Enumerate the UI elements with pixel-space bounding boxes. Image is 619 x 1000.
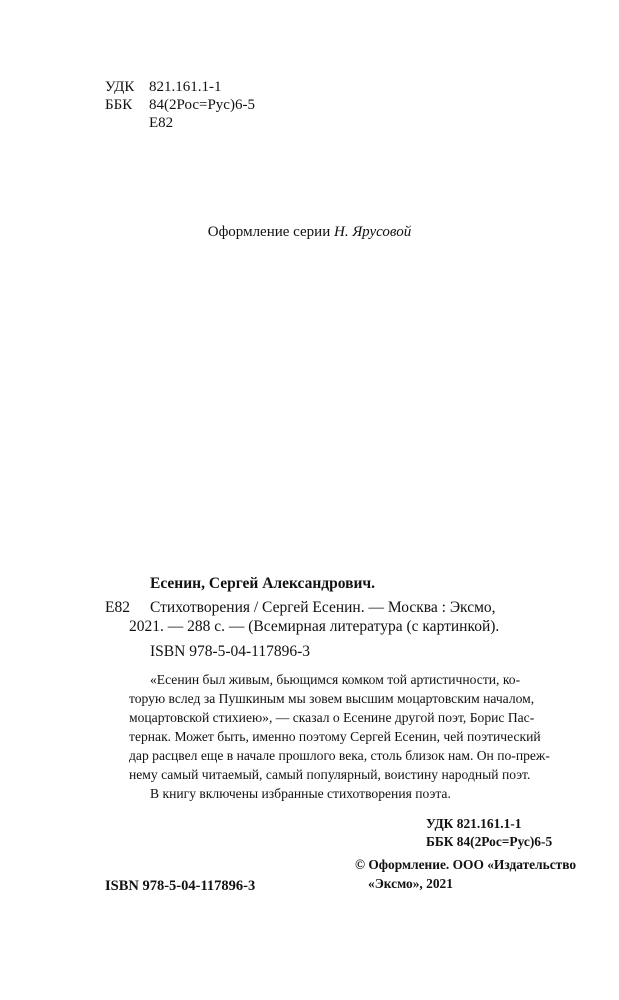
bottom-udk: УДК 821.161.1-1 [426,816,522,831]
abstract-line: нему самый читаемый, самый популярный, воистину народный поэт. [129,767,531,782]
abstract-line: дар расцвел еще в начале прошлого века, столь близок нам. Он по-преж- [129,748,550,763]
bbk-row [105,97,255,114]
udk-value: 821.161.1-1 [149,79,222,95]
copyright-line: «Эксмо», 2021 [368,876,453,891]
footer-isbn: ISBN 978-5-04-117896-3 [105,878,256,894]
description-line: Стихотворения / Сергей Есенин. — Москва : Эксмо, [150,599,496,616]
bbk-value: 84(2Рос=Рус)6-5 [149,97,255,113]
author-heading: Есенин, Сергей Александрович. [150,575,376,592]
abstract-line: тернак. Может быть, именно поэтому Сергей Есенин, чей поэтический [129,729,541,744]
abstract-line: моцартовской стихиею», — сказал о Есенине другой поэт, Борис Пас- [129,710,535,725]
udk-row [105,79,222,96]
isbn-line: ISBN 978-5-04-117896-3 [150,643,311,660]
bbk-label: ББК [105,97,133,113]
author-mark: Е82 [105,599,130,616]
abstract-line: В книгу включены избранные стихотворения поэта. [150,786,451,801]
series-design-prefix: Оформление серии [207,224,331,240]
author-mark-top: Е82 [149,115,174,131]
udk-label: УДК [105,79,135,95]
series-design-credit [0,224,619,241]
abstract-line: торую вслед за Пушкиным мы зовем высшим моцартовским началом, [129,691,535,706]
copyright-line: © Оформление. ООО «Издательство [355,857,577,872]
series-designer-name: Н. Ярусовой [333,224,412,240]
abstract-line: «Есенин был живым, бьющимся комком той артистичности, ко- [150,672,521,687]
description-line: 2021. — 288 с. — (Всемирная литература (с картинкой). [129,618,500,635]
bottom-bbk: ББК 84(2Рос=Рус)6-5 [426,834,553,849]
